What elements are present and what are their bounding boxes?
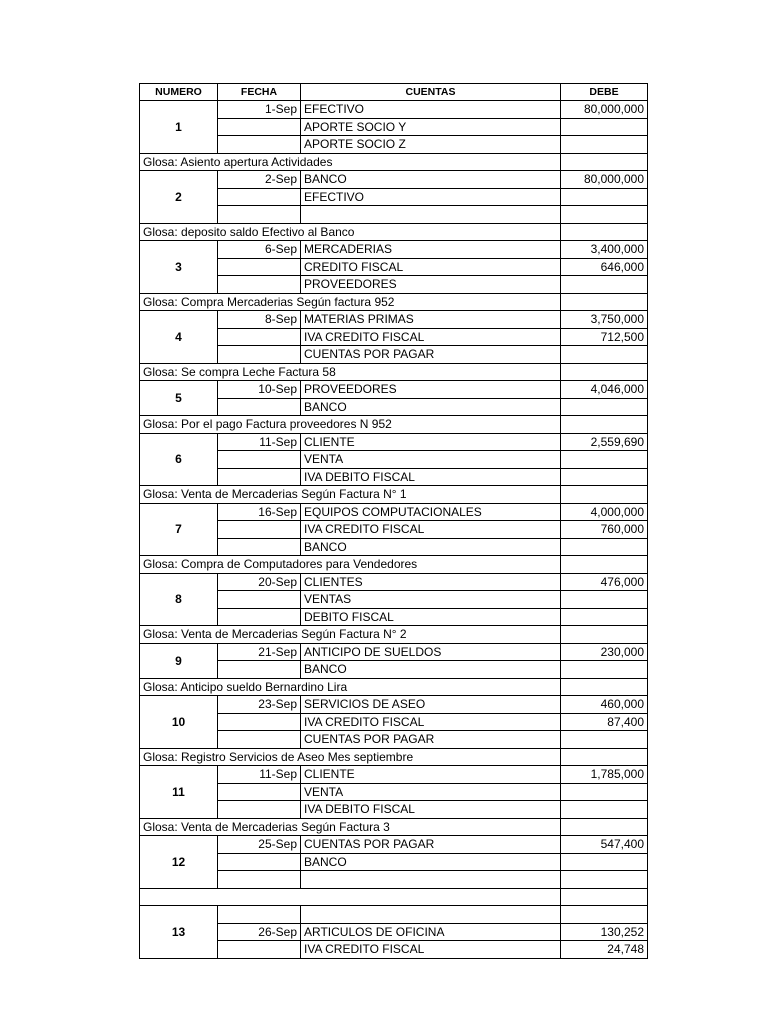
debit-amount <box>561 853 648 871</box>
glosa-text: Glosa: Anticipo sueldo Bernardino Lira <box>140 678 561 696</box>
entry-date <box>218 398 301 416</box>
credit-account: PROVEEDORES <box>301 276 561 294</box>
credit-account <box>301 206 561 224</box>
debit-account <box>301 906 561 924</box>
glosa-amount-cell <box>561 678 648 696</box>
entry-date <box>218 276 301 294</box>
header-fecha: FECHA <box>218 84 301 101</box>
entry-date <box>218 346 301 364</box>
entry-line-row <box>140 241 648 259</box>
debit-account: IVA CREDITO FISCAL <box>301 713 561 731</box>
credit-account: VENTAS <box>301 591 561 609</box>
glosa-row <box>140 293 648 311</box>
credit-account: BANCO <box>301 853 561 871</box>
entry-line-row <box>140 696 648 714</box>
entry-line-row <box>140 836 648 854</box>
debit-amount <box>561 608 648 626</box>
glosa-row <box>140 888 648 906</box>
entry-date <box>218 853 301 871</box>
debit-amount: 3,400,000 <box>561 241 648 259</box>
entry-date: 16-Sep <box>218 503 301 521</box>
debit-account: EQUIPOS COMPUTACIONALES <box>301 503 561 521</box>
entry-date: 8-Sep <box>218 311 301 329</box>
debit-amount <box>561 118 648 136</box>
glosa-row <box>140 556 648 574</box>
entry-number: 12 <box>140 836 218 889</box>
glosa-amount-cell <box>561 556 648 574</box>
entry-date: 25-Sep <box>218 836 301 854</box>
debit-account: SERVICIOS DE ASEO <box>301 696 561 714</box>
entry-date: 2-Sep <box>218 171 301 189</box>
glosa-text: Glosa: Compra de Computadores para Vendedores <box>140 556 561 574</box>
entry-number: 13 <box>140 906 218 959</box>
entry-date <box>218 538 301 556</box>
debit-amount: 80,000,000 <box>561 101 648 119</box>
glosa-amount-cell <box>561 363 648 381</box>
debit-account: IVA CREDITO FISCAL <box>301 941 561 959</box>
entry-number: 8 <box>140 573 218 626</box>
debit-amount <box>561 188 648 206</box>
entry-line-row <box>140 766 648 784</box>
debit-amount <box>561 346 648 364</box>
debit-amount <box>561 731 648 749</box>
entry-number: 4 <box>140 311 218 364</box>
debit-amount <box>561 871 648 889</box>
debit-amount: 4,000,000 <box>561 503 648 521</box>
entry-date <box>218 136 301 154</box>
glosa-amount-cell <box>561 626 648 644</box>
debit-amount <box>561 468 648 486</box>
glosa-amount-cell <box>561 818 648 836</box>
glosa-text: Glosa: Por el pago Factura proveedores N 952 <box>140 416 561 434</box>
debit-account: CLIENTES <box>301 573 561 591</box>
entry-date: 11-Sep <box>218 433 301 451</box>
glosa-row <box>140 223 648 241</box>
glosa-amount-cell <box>561 888 648 906</box>
journal-body <box>140 101 648 959</box>
glosa-amount-cell <box>561 416 648 434</box>
glosa-row <box>140 416 648 434</box>
entry-date <box>218 713 301 731</box>
glosa-row <box>140 486 648 504</box>
credit-account: APORTE SOCIO Z <box>301 136 561 154</box>
entry-date: 6-Sep <box>218 241 301 259</box>
entry-date <box>218 328 301 346</box>
entry-date <box>218 468 301 486</box>
debit-amount <box>561 783 648 801</box>
entry-line-row <box>140 101 648 119</box>
debit-amount: 230,000 <box>561 643 648 661</box>
glosa-text: Glosa: Venta de Mercaderias Según Factura 3 <box>140 818 561 836</box>
entry-date <box>218 206 301 224</box>
debit-amount: 712,500 <box>561 328 648 346</box>
header-row <box>140 84 648 101</box>
glosa-row <box>140 818 648 836</box>
entry-date <box>218 941 301 959</box>
entry-line-row <box>140 381 648 399</box>
entry-number: 7 <box>140 503 218 556</box>
debit-amount: 24,748 <box>561 941 648 959</box>
credit-account: IVA DEBITO FISCAL <box>301 468 561 486</box>
entry-date <box>218 188 301 206</box>
entry-number: 5 <box>140 381 218 416</box>
debit-amount: 760,000 <box>561 521 648 539</box>
debit-account: BANCO <box>301 171 561 189</box>
entry-date <box>218 906 301 924</box>
credit-account: VENTA <box>301 783 561 801</box>
header-debe: DEBE <box>561 84 648 101</box>
debit-amount <box>561 591 648 609</box>
debit-account: CREDITO FISCAL <box>301 258 561 276</box>
debit-account: ANTICIPO DE SUELDOS <box>301 643 561 661</box>
debit-amount <box>561 206 648 224</box>
debit-amount <box>561 661 648 679</box>
entry-date: 10-Sep <box>218 381 301 399</box>
credit-account: IVA DEBITO FISCAL <box>301 801 561 819</box>
debit-amount: 646,000 <box>561 258 648 276</box>
debit-amount <box>561 276 648 294</box>
credit-account: DEBITO FISCAL <box>301 608 561 626</box>
glosa-text: Glosa: deposito saldo Efectivo al Banco <box>140 223 561 241</box>
header-numero: NUMERO <box>140 84 218 101</box>
entry-date: 23-Sep <box>218 696 301 714</box>
entry-date <box>218 783 301 801</box>
entry-line-row <box>140 906 648 924</box>
entry-date <box>218 871 301 889</box>
glosa-row <box>140 363 648 381</box>
entry-number: 1 <box>140 101 218 154</box>
debit-amount: 130,252 <box>561 923 648 941</box>
entry-number: 9 <box>140 643 218 678</box>
entry-number: 10 <box>140 696 218 749</box>
glosa-row <box>140 748 648 766</box>
entry-line-row <box>140 643 648 661</box>
debit-amount <box>561 451 648 469</box>
credit-account: CUENTAS POR PAGAR <box>301 346 561 364</box>
credit-account: EFECTIVO <box>301 188 561 206</box>
entry-number: 6 <box>140 433 218 486</box>
journal-table <box>139 83 648 959</box>
glosa-text: Glosa: Se compra Leche Factura 58 <box>140 363 561 381</box>
debit-account: CLIENTE <box>301 766 561 784</box>
debit-account: IVA CREDITO FISCAL <box>301 328 561 346</box>
entry-date: 26-Sep <box>218 923 301 941</box>
entry-number: 3 <box>140 241 218 294</box>
entry-date: 21-Sep <box>218 643 301 661</box>
glosa-row <box>140 153 648 171</box>
entry-date <box>218 521 301 539</box>
entry-date <box>218 661 301 679</box>
entry-date: 20-Sep <box>218 573 301 591</box>
credit-account: APORTE SOCIO Y <box>301 118 561 136</box>
debit-amount: 1,785,000 <box>561 766 648 784</box>
entry-date <box>218 451 301 469</box>
entry-date <box>218 591 301 609</box>
debit-amount: 2,559,690 <box>561 433 648 451</box>
debit-account: CUENTAS POR PAGAR <box>301 836 561 854</box>
debit-amount: 547,400 <box>561 836 648 854</box>
debit-amount <box>561 398 648 416</box>
glosa-text: Glosa: Venta de Mercaderias Según Factura N° 1 <box>140 486 561 504</box>
header-cuentas: CUENTAS <box>301 84 561 101</box>
glosa-text: Glosa: Asiento apertura Actividades <box>140 153 561 171</box>
entry-line-row <box>140 433 648 451</box>
credit-account: BANCO <box>301 398 561 416</box>
debit-account: ARTICULOS DE OFICINA <box>301 923 561 941</box>
glosa-row <box>140 678 648 696</box>
entry-line-row <box>140 311 648 329</box>
entry-date <box>218 731 301 749</box>
credit-account: BANCO <box>301 538 561 556</box>
glosa-amount-cell <box>561 486 648 504</box>
debit-amount: 460,000 <box>561 696 648 714</box>
glosa-amount-cell <box>561 748 648 766</box>
glosa-amount-cell <box>561 153 648 171</box>
entry-date: 1-Sep <box>218 101 301 119</box>
debit-amount: 476,000 <box>561 573 648 591</box>
debit-amount: 80,000,000 <box>561 171 648 189</box>
entry-date <box>218 608 301 626</box>
debit-amount: 87,400 <box>561 713 648 731</box>
credit-account: BANCO <box>301 661 561 679</box>
entry-date <box>218 258 301 276</box>
credit-account: CUENTAS POR PAGAR <box>301 731 561 749</box>
entry-line-row <box>140 573 648 591</box>
debit-amount <box>561 906 648 924</box>
glosa-text: Glosa: Compra Mercaderias Según factura 952 <box>140 293 561 311</box>
debit-account: MATERIAS PRIMAS <box>301 311 561 329</box>
debit-amount <box>561 136 648 154</box>
debit-amount: 4,046,000 <box>561 381 648 399</box>
entry-date: 11-Sep <box>218 766 301 784</box>
debit-amount <box>561 801 648 819</box>
entry-number: 11 <box>140 766 218 819</box>
glosa-amount-cell <box>561 223 648 241</box>
glosa-amount-cell <box>561 293 648 311</box>
debit-account: EFECTIVO <box>301 101 561 119</box>
glosa-text: Glosa: Venta de Mercaderias Según Factura N° 2 <box>140 626 561 644</box>
glosa-text: Glosa: Registro Servicios de Aseo Mes septiembre <box>140 748 561 766</box>
debit-amount: 3,750,000 <box>561 311 648 329</box>
debit-account: MERCADERIAS <box>301 241 561 259</box>
glosa-row <box>140 626 648 644</box>
entry-date <box>218 801 301 819</box>
entry-line-row <box>140 171 648 189</box>
credit-account <box>301 871 561 889</box>
entry-date <box>218 118 301 136</box>
credit-account: VENTA <box>301 451 561 469</box>
debit-amount <box>561 538 648 556</box>
debit-account: CLIENTE <box>301 433 561 451</box>
entry-number: 2 <box>140 171 218 224</box>
debit-account: PROVEEDORES <box>301 381 561 399</box>
glosa-text <box>140 888 561 906</box>
entry-line-row <box>140 503 648 521</box>
debit-account: IVA CREDITO FISCAL <box>301 521 561 539</box>
